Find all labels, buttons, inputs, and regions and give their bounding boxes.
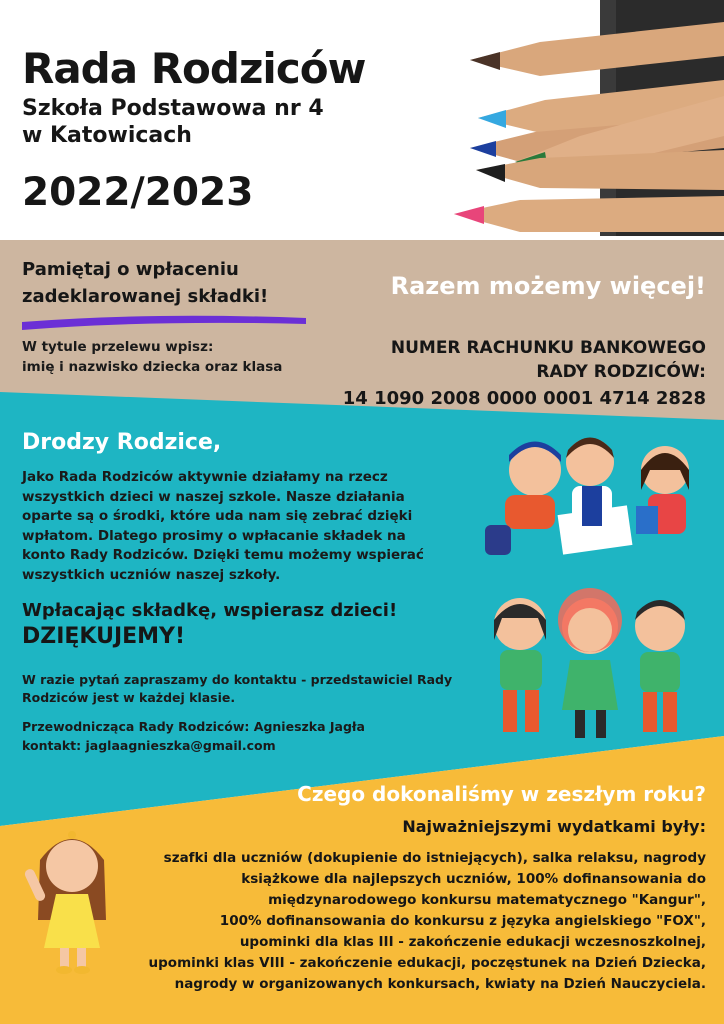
support-message: Wpłacając składkę, wspierasz dzieci! xyxy=(22,600,398,621)
chairperson-info xyxy=(22,717,422,755)
contact-email[interactable]: kontakt: jaglaagnieszka@gmail.com xyxy=(22,738,276,753)
school-name xyxy=(22,95,352,149)
expenses-line: nagrody w organizowanych konkursach, kwiaty na Dzień Nauczyciela. xyxy=(174,976,706,992)
letter-body-line: wszystkich dzieci w naszej szkole. Nasze działania xyxy=(22,488,405,505)
letter-body-line: wszystkich uczniów naszej szkoły. xyxy=(22,566,281,583)
slogan: Razem możemy więcej! xyxy=(390,272,706,300)
school-year: 2022/2023 xyxy=(22,170,254,215)
expenses-line: upominki klas VIII - zakończenie edukacji, poczęstunek na Dzień Dziecka, xyxy=(148,955,706,971)
page-title: Rada Rodziców xyxy=(22,44,366,93)
expenses-line: upominki dla klas III - zakończenie edukacji wczesnoszkolnej, xyxy=(239,934,706,950)
expenses-line: międzynarodowego konkursu matematycznego "Kangur", xyxy=(268,892,706,908)
expenses-line: 100% dofinansowania do konkursu z języka angielskiego "FOX", xyxy=(219,913,706,929)
contact-line2: Rodziców jest w każdej klasie. xyxy=(22,690,236,705)
letter-body-line: oparte są o środki, które uda nam się zebrać dzięki xyxy=(22,508,413,524)
letter-body-line: Jako Rada Rodziców aktywnie działamy na rzecz xyxy=(22,469,388,485)
expenses-list xyxy=(118,848,706,995)
bank-account-label xyxy=(300,336,706,384)
chairperson-name: Przewodnicząca Rady Rodziców: Agnieszka Jagła xyxy=(22,719,365,734)
greeting: Drodzy Rodzice, xyxy=(22,430,222,455)
expenses-line: szafki dla uczniów (dokupienie do istniejących), salka relaksu, nagrody xyxy=(163,850,706,866)
expenses-title: Najważniejszymi wydatkami były: xyxy=(402,817,706,836)
bank-account-number: 14 1090 2008 0000 0001 4714 2828 xyxy=(342,388,706,409)
contact-line1: W razie pytań zapraszamy do kontaktu - przedstawiciel Rady xyxy=(22,672,453,687)
bank-label-line1: NUMER RACHUNKU BANKOWEGO xyxy=(390,338,706,358)
school-name-line1: Szkoła Podstawowa nr 4 xyxy=(22,96,324,121)
letter-body-line: konto Rady Rodziców. Dzięki temu możemy wspierać xyxy=(22,547,424,563)
bank-label-line2: RADY RODZICÓW: xyxy=(536,362,706,382)
transfer-note-line2: imię i nazwisko dziecka oraz klasa xyxy=(22,359,283,375)
transfer-note-line1: W tytule przelewu wpisz: xyxy=(22,339,214,355)
letter-body-line: wpłatom. Dlatego prosimy o wpłacanie składek na xyxy=(22,527,406,544)
payment-reminder: Pamiętaj o wpłaceniu zadeklarowanej składki! xyxy=(22,259,269,307)
thank-you-message: DZIĘKUJEMY! xyxy=(22,624,186,649)
expenses-line: książkowe dla najlepszych uczniów, 100% dofinansowania do xyxy=(241,871,706,887)
school-name-line2: w Katowicach xyxy=(22,123,192,148)
transfer-note xyxy=(22,337,322,377)
contact-info xyxy=(22,671,467,707)
letter-body xyxy=(22,468,462,585)
achievements-title: Czego dokonaliśmy w zeszłym roku? xyxy=(297,782,706,806)
